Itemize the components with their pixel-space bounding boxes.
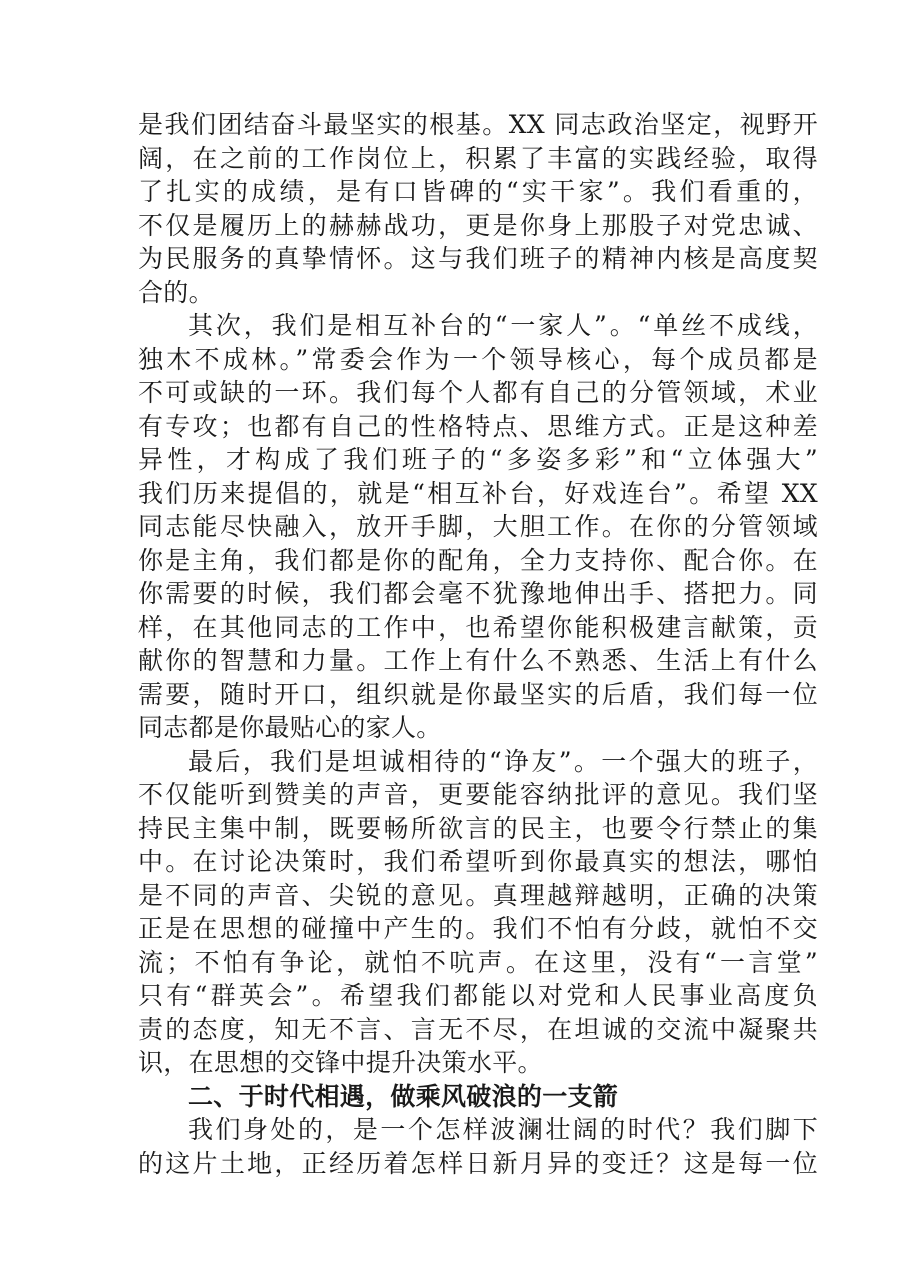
text-line: 阔，在之前的工作岗位上，积累了丰富的实践经验，取得: [138, 143, 818, 173]
text-line: 持民主集中制，既要畅所欲言的民主，也要令行禁止的集: [138, 813, 818, 843]
text-line: 识，在思想的交锋中提升决策水平。: [138, 1048, 543, 1077]
text-line: 独木不成林。”常委会作为一个领导核心，每个成员都是: [138, 344, 818, 374]
text-line: 样，在其他同志的工作中，也希望你能积极建言献策，贡: [138, 612, 818, 642]
paragraph-start-line: 我们身处的，是一个怎样波澜壮阔的时代？我们脚下: [188, 1115, 818, 1144]
text-line: 正是在思想的碰撞中产生的。我们不怕有分歧，就怕不交: [138, 914, 818, 943]
paragraph-start-line: 最后，我们是坦诚相待的“诤友”。一个强大的班子，: [188, 746, 818, 776]
text-line: 是不同的声音、尖锐的意见。真理越辩越明，正确的决策: [138, 880, 818, 910]
text-line: 为民服务的真挚情怀。这与我们班子的精神内核是高度契: [138, 244, 818, 273]
text-line: 同志都是你最贴心的家人。: [138, 713, 442, 742]
text-line: 异性，才构成了我们班子的“多姿多彩”和“立体强大”: [138, 445, 818, 474]
text-line: 同志能尽快融入，放开手脚，大胆工作。在你的分管领域: [138, 512, 818, 541]
text-line: 合的。: [138, 277, 214, 307]
text-line: 献你的智慧和力量。工作上有什么不熟悉、生活上有什么: [138, 646, 818, 675]
paragraph-start-line: 其次，我们是相互补台的“一家人”。“单丝不成线，: [188, 311, 818, 340]
text-line: 流；不怕有争论，就怕不吭声。在这里，没有“一言堂”: [138, 947, 818, 977]
text-line: 不仅能听到赞美的声音，更要能容纳批评的意见。我们坚: [138, 780, 818, 809]
text-line: 需要，随时开口，组织就是你最坚实的后盾，我们每一位: [138, 679, 818, 709]
text-line: 是我们团结奋斗最坚实的根基。XX 同志政治坚定，视野开: [138, 110, 818, 139]
text-line: 了扎实的成绩，是有口皆碑的“实干家”。我们看重的，: [138, 177, 818, 206]
text-line: 中。在讨论决策时，我们希望听到你最真实的想法，哪怕: [138, 847, 818, 876]
text-line: 我们历来提倡的，就是“相互补台，好戏连台”。希望 XX: [138, 478, 818, 508]
text-line: 你是主角，我们都是你的配角，全力支持你、配合你。在: [138, 545, 818, 575]
text-line: 不仅是履历上的赫赫战功，更是你身上那股子对党忠诚、: [138, 210, 818, 240]
text-line: 不可或缺的一环。我们每个人都有自己的分管领域，术业: [138, 378, 818, 407]
document-body: [138, 108, 818, 1180]
text-line: 只有“群英会”。希望我们都能以对党和人民事业高度负: [138, 981, 818, 1010]
text-line: 责的态度，知无不言、言无不尽，在坦诚的交流中凝聚共: [138, 1014, 818, 1044]
section-heading: 二、于时代相遇，做乘风破浪的一支箭: [188, 1081, 619, 1111]
text-line: 的这片土地，正经历着怎样日新月异的变迁？这是每一位: [138, 1148, 818, 1178]
text-line: 你需要的时候，我们都会毫不犹豫地伸出手、搭把力。同: [138, 579, 818, 608]
text-line: 有专攻；也都有自己的性格特点、思维方式。正是这种差: [138, 411, 818, 441]
